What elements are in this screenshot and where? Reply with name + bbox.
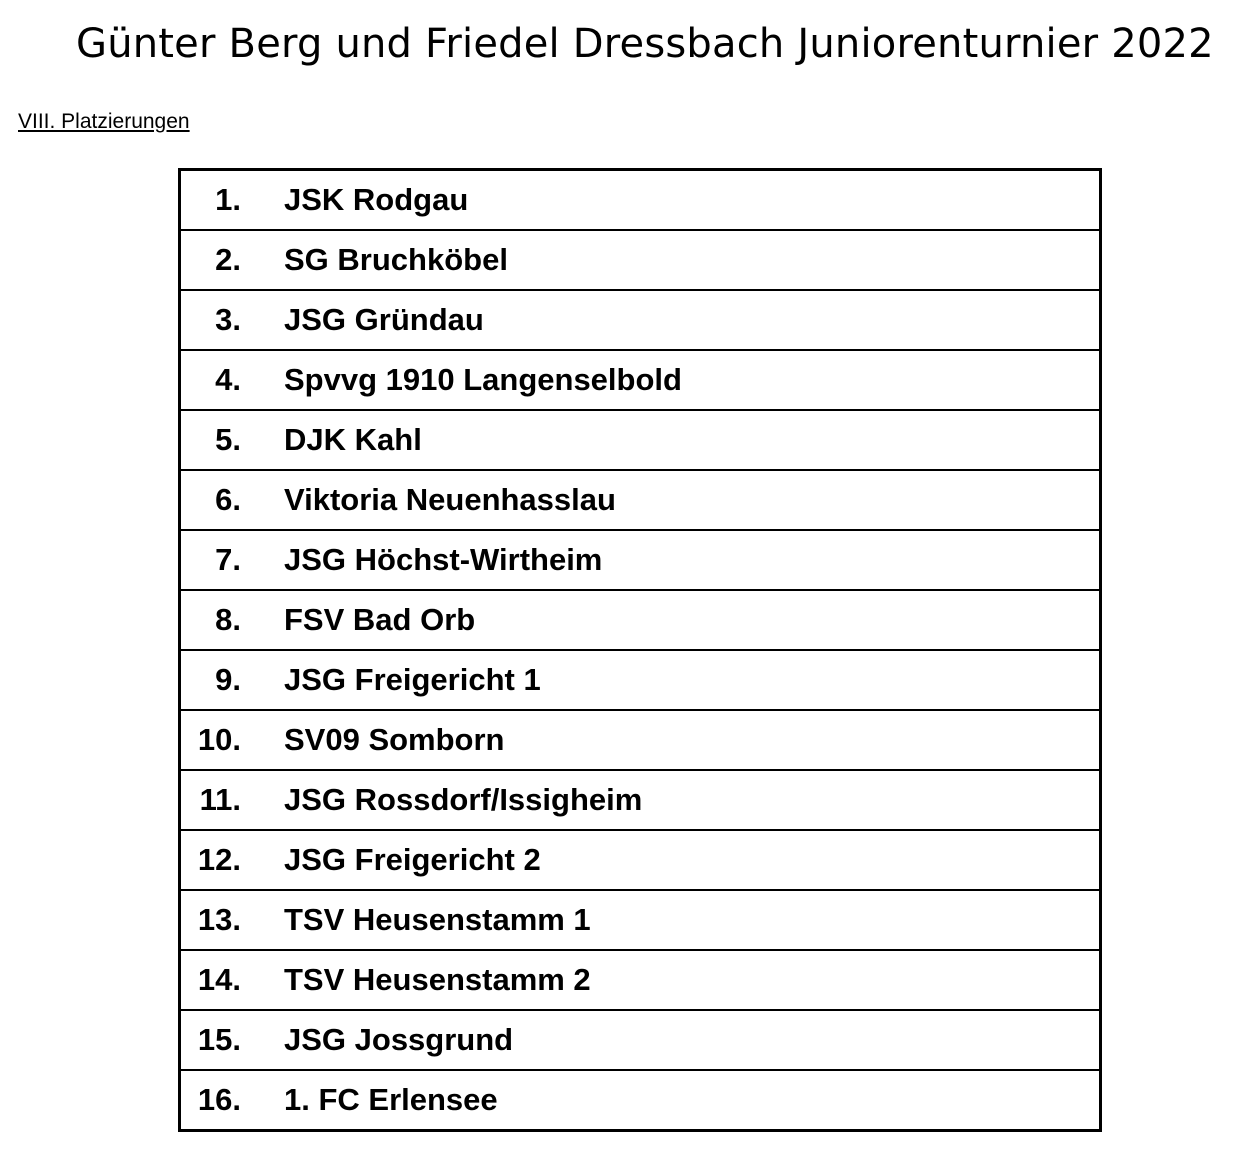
- table-row: [181, 471, 1099, 531]
- table-row: [181, 411, 1099, 471]
- table-row: [181, 951, 1099, 1011]
- table-row: [181, 891, 1099, 951]
- rank-cell: 9.: [215, 662, 241, 697]
- rank-cell: 13.: [197, 902, 241, 937]
- team-cell: TSV Heusenstamm 2: [284, 962, 591, 997]
- team-cell: JSG Rossdorf/Issigheim: [284, 782, 643, 817]
- team-cell: JSG Jossgrund: [284, 1022, 514, 1057]
- team-cell: 1. FC Erlensee: [284, 1082, 498, 1117]
- table-row: [181, 711, 1099, 771]
- team-cell: TSV Heusenstamm 1: [284, 902, 591, 937]
- rank-cell: 10.: [197, 722, 241, 757]
- table-row: [181, 171, 1099, 231]
- team-cell: FSV Bad Orb: [284, 602, 476, 637]
- team-cell: JSK Rodgau: [284, 182, 469, 217]
- team-cell: SG Bruchköbel: [284, 242, 508, 277]
- rank-cell: 6.: [215, 482, 241, 517]
- rank-cell: 14.: [197, 962, 241, 997]
- team-cell: Viktoria Neuenhasslau: [284, 482, 616, 517]
- team-cell: JSG Höchst-Wirtheim: [284, 542, 603, 577]
- table-row: [181, 1011, 1099, 1071]
- rank-cell: 1.: [215, 182, 241, 217]
- rank-cell: 16.: [197, 1082, 241, 1117]
- team-cell: JSG Gründau: [284, 302, 484, 337]
- rank-cell: 4.: [215, 362, 241, 397]
- rank-cell: 15.: [197, 1022, 241, 1057]
- table-row: [181, 1071, 1099, 1129]
- rank-cell: 12.: [197, 842, 241, 877]
- table-row: [181, 771, 1099, 831]
- team-cell: Spvvg 1910 Langenselbold: [284, 362, 682, 397]
- rank-cell: 2.: [215, 242, 241, 277]
- rank-cell: 8.: [215, 602, 241, 637]
- table-row: [181, 291, 1099, 351]
- team-cell: DJK Kahl: [284, 422, 422, 457]
- table-row: [181, 591, 1099, 651]
- rank-cell: 7.: [215, 542, 241, 577]
- team-cell: JSG Freigericht 1: [284, 662, 541, 697]
- table-row: [181, 531, 1099, 591]
- standings-table: [178, 168, 1102, 1132]
- team-cell: SV09 Somborn: [284, 722, 505, 757]
- rank-cell: 11.: [199, 782, 241, 817]
- section-heading: VIII. Platzierungen: [18, 110, 190, 133]
- table-row: [181, 831, 1099, 891]
- table-row: [181, 231, 1099, 291]
- rank-cell: 3.: [215, 302, 241, 337]
- rank-cell: 5.: [215, 422, 241, 457]
- team-cell: JSG Freigericht 2: [284, 842, 541, 877]
- table-row: [181, 351, 1099, 411]
- table-row: [181, 651, 1099, 711]
- document-title: Günter Berg und Friedel Dressbach Juniorenturnier 2022: [76, 21, 1214, 67]
